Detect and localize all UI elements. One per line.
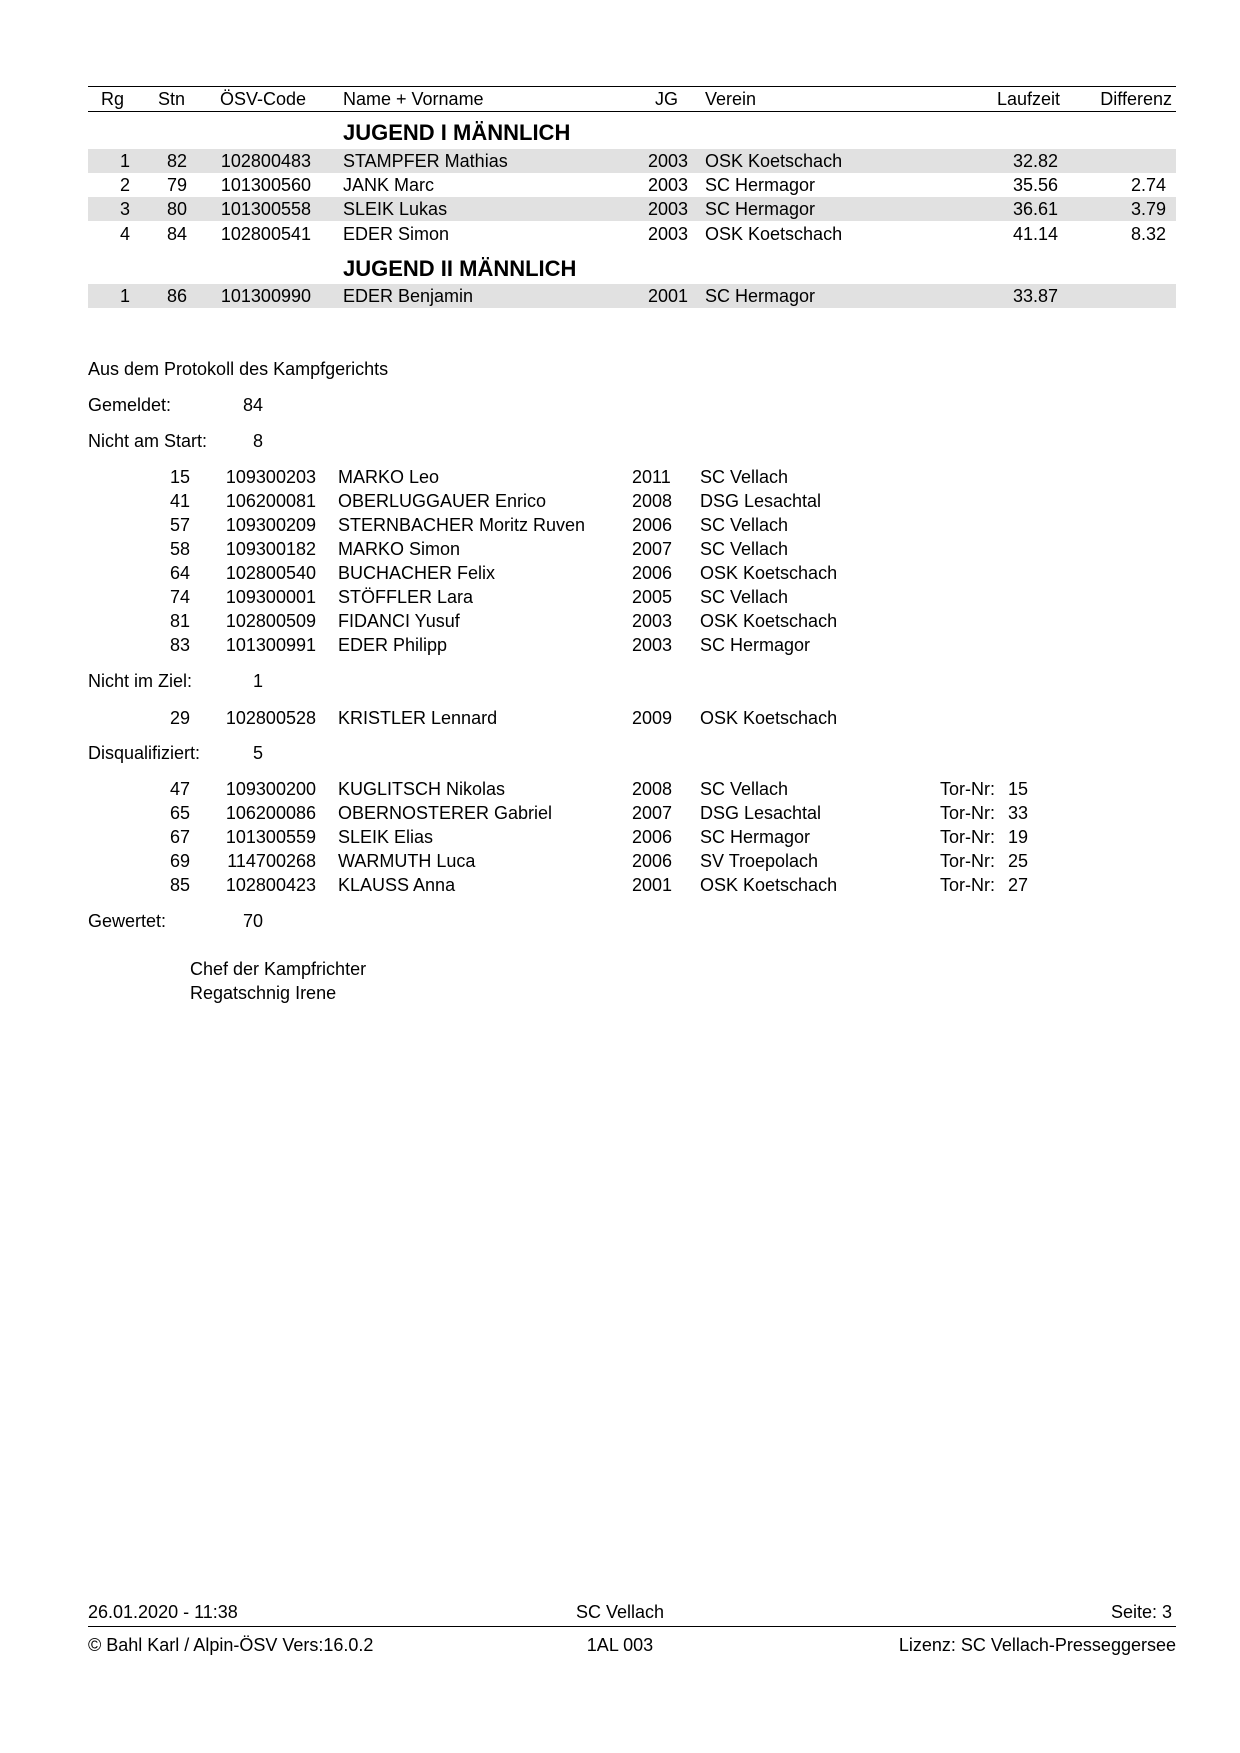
code-cell: 102800423 <box>225 875 316 895</box>
code-cell: 109300209 <box>225 515 316 535</box>
jg-cell: 2005 <box>632 587 673 607</box>
laufzeit-cell: 35.56 <box>1012 175 1058 195</box>
jg-cell: 2003 <box>632 611 673 631</box>
code-cell: 109300203 <box>225 467 316 487</box>
stn-cell: 80 <box>166 199 187 219</box>
col-header-stn: Stn <box>158 89 186 109</box>
verein-cell: OSK Koetschach <box>700 708 838 728</box>
jg-cell: 2011 <box>632 467 671 487</box>
tor-value: 15 <box>1008 779 1029 799</box>
nicht-im-ziel-value: 1 <box>253 671 264 691</box>
footer-page-number: Seite: 3 <box>1110 1602 1172 1622</box>
name-cell: EDER Philipp <box>338 635 448 655</box>
footer-datetime: 26.01.2020 - 11:38 <box>88 1602 238 1622</box>
stn-cell: 84 <box>166 224 187 244</box>
tor-label: Tor-Nr: <box>940 827 995 847</box>
name-cell: BUCHACHER Felix <box>338 563 496 583</box>
gemeldet-label: Gemeldet: <box>88 395 172 415</box>
jg-cell: 2003 <box>647 151 688 171</box>
code-cell: 101300558 <box>220 199 311 219</box>
jg-cell: 2008 <box>632 779 673 799</box>
col-header-differenz: Differenz <box>1100 89 1172 109</box>
code-cell: 109300001 <box>225 587 316 607</box>
code-cell: 114700268 <box>227 851 316 871</box>
rank-cell: 3 <box>119 199 130 219</box>
stn-cell: 57 <box>169 515 190 535</box>
laufzeit-cell: 32.82 <box>1012 151 1058 171</box>
differenz-cell: 2.74 <box>1130 175 1166 195</box>
differenz-cell: 3.79 <box>1130 199 1166 219</box>
name-cell: OBERNOSTERER Gabriel <box>338 803 553 823</box>
stn-cell: 81 <box>169 611 190 631</box>
jg-cell: 2003 <box>632 635 673 655</box>
verein-cell: SC Hermagor <box>705 175 816 195</box>
code-cell: 102800483 <box>220 151 311 171</box>
stn-cell: 86 <box>166 286 187 306</box>
chief-name: Regatschnig Irene <box>190 983 337 1003</box>
stn-cell: 47 <box>169 779 190 799</box>
verein-cell: OSK Koetschach <box>705 224 843 244</box>
col-header-rg: Rg <box>101 89 125 109</box>
stn-cell: 83 <box>169 635 190 655</box>
name-cell: SLEIK Lukas <box>343 199 448 219</box>
verein-cell: SC Vellach <box>700 515 789 535</box>
name-cell: KLAUSS Anna <box>338 875 456 895</box>
tor-label: Tor-Nr: <box>940 851 995 871</box>
tor-value: 19 <box>1008 827 1029 847</box>
jg-cell: 2008 <box>632 491 673 511</box>
verein-cell: SV Troepolach <box>700 851 819 871</box>
verein-cell: SC Vellach <box>700 779 789 799</box>
tor-label: Tor-Nr: <box>940 803 995 823</box>
code-cell: 109300182 <box>225 539 316 559</box>
stn-cell: 15 <box>169 467 190 487</box>
jg-cell: 2007 <box>632 803 673 823</box>
stn-cell: 41 <box>169 491 190 511</box>
stn-cell: 79 <box>166 175 187 195</box>
code-cell: 109300200 <box>225 779 316 799</box>
laufzeit-cell: 41.14 <box>1012 224 1058 244</box>
rank-cell: 2 <box>119 175 130 195</box>
table-top-rule <box>88 86 1176 87</box>
verein-cell: OSK Koetschach <box>700 611 838 631</box>
name-cell: MARKO Simon <box>338 539 461 559</box>
verein-cell: OSK Koetschach <box>700 875 838 895</box>
gewertet-value: 70 <box>243 911 264 931</box>
col-header-laufzeit: Laufzeit <box>996 89 1060 109</box>
category-title: JUGEND I MÄNNLICH <box>343 120 571 145</box>
stn-cell: 64 <box>169 563 190 583</box>
tor-label: Tor-Nr: <box>940 875 995 895</box>
stn-cell: 82 <box>166 151 187 171</box>
laufzeit-cell: 36.61 <box>1012 199 1058 219</box>
jg-cell: 2001 <box>632 875 673 895</box>
jg-cell: 2006 <box>632 563 673 583</box>
code-cell: 102800541 <box>220 224 311 244</box>
name-cell: KUGLITSCH Nikolas <box>338 779 506 799</box>
code-cell: 101300991 <box>225 635 316 655</box>
rank-cell: 1 <box>119 286 130 306</box>
code-cell: 102800509 <box>225 611 316 631</box>
tor-value: 27 <box>1008 875 1029 895</box>
col-header-name: Name + Vorname <box>343 89 484 109</box>
stn-cell: 85 <box>169 875 190 895</box>
col-header-verein: Verein <box>705 89 757 109</box>
table-header-rule <box>88 111 1176 112</box>
name-cell: STAMPFER Mathias <box>343 151 508 171</box>
footer-club: SC Vellach <box>575 1602 665 1622</box>
verein-cell: SC Vellach <box>700 467 789 487</box>
tor-value: 25 <box>1008 851 1029 871</box>
jg-cell: 2006 <box>632 851 673 871</box>
col-header-jg: JG <box>654 89 678 109</box>
code-cell: 106200086 <box>225 803 316 823</box>
verein-cell: OSK Koetschach <box>705 151 843 171</box>
rank-cell: 4 <box>119 224 130 244</box>
name-cell: EDER Benjamin <box>343 286 474 306</box>
name-cell: OBERLUGGAUER Enrico <box>338 491 547 511</box>
stn-cell: 65 <box>169 803 190 823</box>
protocol-heading: Aus dem Protokoll des Kampfgerichts <box>88 359 389 379</box>
verein-cell: SC Vellach <box>700 539 789 559</box>
col-header-code: ÖSV-Code <box>220 89 307 109</box>
jg-cell: 2006 <box>632 827 673 847</box>
rank-cell: 1 <box>119 151 130 171</box>
footer-copyright: © Bahl Karl / Alpin-ÖSV Vers:16.0.2 <box>88 1635 374 1655</box>
name-cell: STERNBACHER Moritz Ruven <box>338 515 586 535</box>
results-table <box>0 0 1240 320</box>
code-cell: 102800528 <box>225 708 316 728</box>
jg-cell: 2001 <box>647 286 688 306</box>
name-cell: MARKO Leo <box>338 467 440 487</box>
stn-cell: 69 <box>169 851 190 871</box>
name-cell: FIDANCI Yusuf <box>338 611 460 631</box>
name-cell: SLEIK Elias <box>338 827 434 847</box>
name-cell: WARMUTH Luca <box>338 851 476 871</box>
gewertet-label: Gewertet: <box>88 911 167 931</box>
name-cell: EDER Simon <box>343 224 450 244</box>
jg-cell: 2003 <box>647 199 688 219</box>
stn-cell: 67 <box>169 827 190 847</box>
verein-cell: OSK Koetschach <box>700 563 838 583</box>
verein-cell: DSG Lesachtal <box>700 491 822 511</box>
disqualifiziert-label: Disqualifiziert: <box>88 743 201 763</box>
jg-cell: 2007 <box>632 539 673 559</box>
stn-cell: 29 <box>169 708 190 728</box>
code-cell: 101300990 <box>220 286 311 306</box>
disqualifiziert-value: 5 <box>253 743 264 763</box>
name-cell: KRISTLER Lennard <box>338 708 498 728</box>
footer-rule <box>88 1626 1176 1627</box>
jg-cell: 2006 <box>632 515 673 535</box>
laufzeit-cell: 33.87 <box>1012 286 1058 306</box>
verein-cell: DSG Lesachtal <box>700 803 822 823</box>
jg-cell: 2003 <box>647 224 688 244</box>
name-cell: JANK Marc <box>343 175 435 195</box>
differenz-cell: 8.32 <box>1130 224 1166 244</box>
jg-cell: 2009 <box>632 708 673 728</box>
nicht-am-start-label: Nicht am Start: <box>88 431 208 451</box>
stn-cell: 58 <box>169 539 190 559</box>
stn-cell: 74 <box>169 587 190 607</box>
footer-license: Lizenz: SC Vellach-Presseggersee <box>898 1635 1176 1655</box>
verein-cell: SC Hermagor <box>705 199 816 219</box>
code-cell: 102800540 <box>225 563 316 583</box>
code-cell: 101300559 <box>225 827 316 847</box>
tor-value: 33 <box>1008 803 1029 823</box>
code-cell: 101300560 <box>220 175 311 195</box>
gemeldet-value: 84 <box>243 395 264 415</box>
verein-cell: SC Vellach <box>700 587 789 607</box>
verein-cell: SC Hermagor <box>700 827 811 847</box>
name-cell: STÖFFLER Lara <box>338 587 474 607</box>
category-title: JUGEND II MÄNNLICH <box>343 256 577 281</box>
jg-cell: 2003 <box>647 175 688 195</box>
nicht-am-start-value: 8 <box>253 431 264 451</box>
code-cell: 106200081 <box>225 491 316 511</box>
tor-label: Tor-Nr: <box>940 779 995 799</box>
chief-title: Chef der Kampfrichter <box>190 959 367 979</box>
verein-cell: SC Hermagor <box>700 635 811 655</box>
footer-code: 1AL 003 <box>586 1635 654 1655</box>
verein-cell: SC Hermagor <box>705 286 816 306</box>
nicht-im-ziel-label: Nicht im Ziel: <box>88 671 193 691</box>
